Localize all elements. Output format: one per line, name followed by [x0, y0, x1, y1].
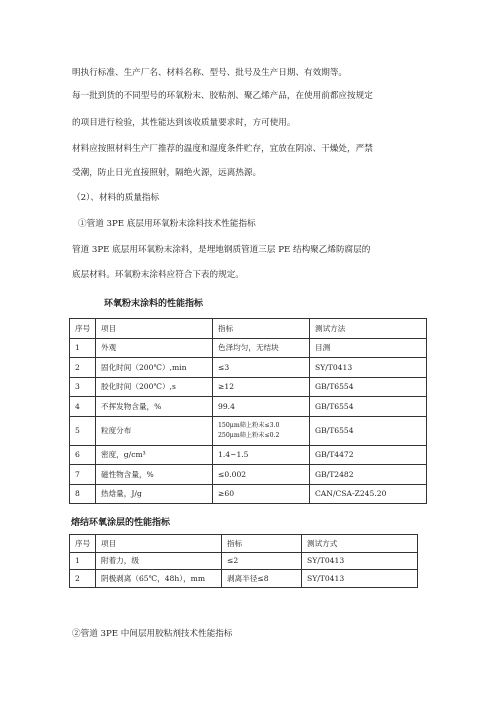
cell-item: 粒度分布 [96, 416, 213, 445]
table-row [70, 570, 418, 588]
cell-no: 4 [70, 397, 96, 417]
cell-item: 固化时间（200℃）,min [96, 358, 213, 378]
cell-method: GB/T6554 [310, 397, 427, 417]
header-method: 测试方式 [302, 535, 418, 553]
intro-line-1: 明执行标准、生产厂名、材料名称、型号、批号及生产日期、有效期等。 [72, 68, 348, 78]
intro-line-3: 的项目进行检验，其性能达到该收质量要求时，方可使用。 [72, 118, 296, 128]
cell-item: 阴极剥离（65℃，48h），mm [96, 570, 222, 588]
header-item: 项目 [96, 535, 222, 553]
table-row [70, 465, 427, 485]
table-row [70, 552, 418, 570]
cell-item: 热焓量，J/g [96, 484, 213, 504]
cell-index: ≤0.002 [213, 465, 310, 485]
table-row [70, 377, 427, 397]
header-no: 序号 [70, 535, 96, 553]
table-row [70, 416, 427, 445]
cell-method: SY/T0413 [310, 358, 427, 378]
cell-index: 99.4 [213, 397, 310, 417]
table-row [70, 397, 427, 417]
sub-heading-2: ②管道 3PE 中间层用胶粘剂技术性能指标 [72, 629, 233, 639]
cell-no: 7 [70, 465, 96, 485]
cell-method: GB/T2482 [310, 465, 427, 485]
powder-performance-table [69, 318, 427, 504]
table-row [70, 484, 427, 504]
cell-no: 1 [70, 338, 96, 358]
cell-item: 密度，g/cm³ [96, 445, 213, 465]
table-header-row [70, 535, 418, 553]
cell-method: SY/T0413 [302, 552, 418, 570]
cell-no: 8 [70, 484, 96, 504]
cell-index: ≥60 [213, 484, 310, 504]
particle-250-limit: 250μm筛上粉末≤0.2 [218, 431, 280, 439]
table-row [70, 338, 427, 358]
cell-method: 目测 [310, 338, 427, 358]
cell-item: 不挥发物含量，% [96, 397, 213, 417]
header-index: 指标 [222, 535, 302, 553]
section-heading: （2）、材料的质量指标 [72, 193, 160, 203]
cell-no: 5 [70, 416, 96, 445]
cell-no: 6 [70, 445, 96, 465]
cell-index: ≥12 [213, 377, 310, 397]
cell-item: 附着力，级 [96, 552, 222, 570]
header-index: 指标 [213, 319, 310, 339]
table1-caption: 环氧粉末涂料的性能指标 [104, 299, 204, 309]
intro-line-2: 每一批到货的不同型号的环氧粉末、胶粘剂、聚乙烯产品，在使用前都应按规定 [72, 91, 373, 101]
table-row [70, 358, 427, 378]
intro-line-4: 材料应按照材料生产厂推荐的温度和湿度条件贮存，宜放在阴凉、干燥处，严禁 [72, 144, 373, 154]
sub-heading-1: ①管道 3PE 底层用环氧粉末涂料技术性能指标 [78, 219, 256, 229]
header-item: 项目 [96, 319, 213, 339]
header-no: 序号 [70, 319, 96, 339]
intro-line-5: 受潮，防止日光直接照射，隔绝火源，远离热源。 [72, 168, 262, 178]
body-line-1: 管道 3PE 底层用环氧粉末涂料，是埋地钢质管道三层 PE 结构聚乙烯防腐层的 [72, 245, 371, 255]
cell-method: GB/T6554 [310, 416, 427, 445]
table2-caption: 熔结环氧涂层的性能指标 [71, 518, 171, 528]
cell-method: GB/T6554 [310, 377, 427, 397]
body-line-2: 底层材料。环氧粉末涂料应符合下表的规定。 [72, 270, 244, 280]
cell-item: 胶化时间（200℃）,s [96, 377, 213, 397]
cell-no: 2 [70, 358, 96, 378]
cell-index: 1.4~1.5 [213, 445, 310, 465]
cell-index: ≤3 [213, 358, 310, 378]
cell-index: ≤2 [222, 552, 302, 570]
cell-method: CAN/CSA-Z245.20 [310, 484, 427, 504]
cell-index: 色泽均匀，无结块 [213, 338, 310, 358]
table-header-row [70, 319, 427, 339]
cell-no: 3 [70, 377, 96, 397]
header-method: 测试方法 [310, 319, 427, 339]
cell-item: 外观 [96, 338, 213, 358]
table-row [70, 445, 427, 465]
cell-no: 1 [70, 552, 96, 570]
particle-150-limit: 150μm筛上粉末≤3.0 [218, 421, 280, 429]
cell-method: GB/T4472 [310, 445, 427, 465]
coating-performance-table [69, 534, 418, 588]
cell-item: 磁性物含量，% [96, 465, 213, 485]
cell-no: 2 [70, 570, 96, 588]
cell-method: SY/T0413 [302, 570, 418, 588]
cell-index [213, 416, 310, 445]
cell-index: 剥离半径≤8 [222, 570, 302, 588]
